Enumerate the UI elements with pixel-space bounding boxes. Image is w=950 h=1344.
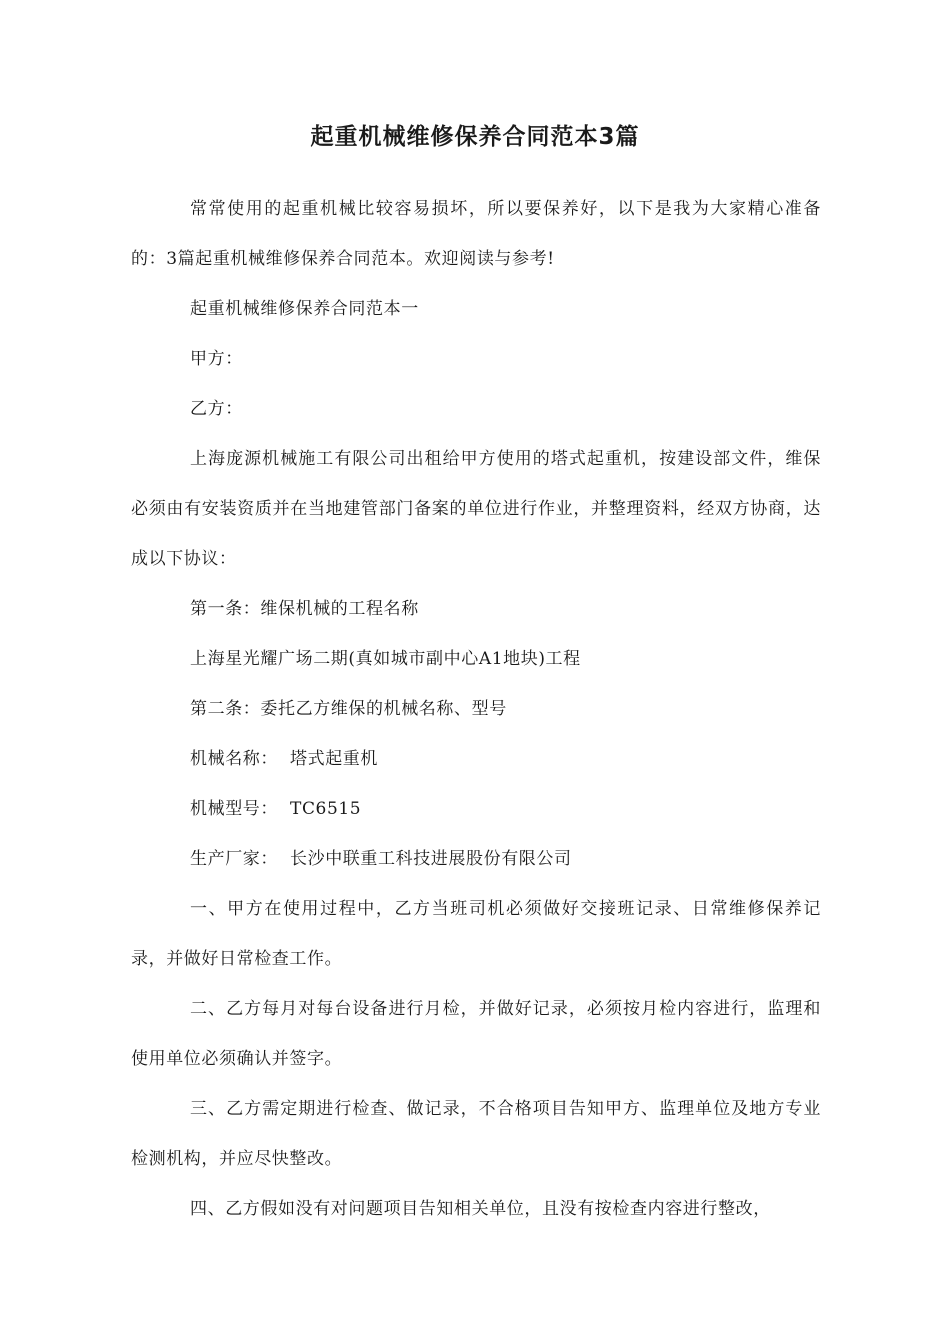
article-2-heading: 第二条：委托乙方维保的机械名称、型号 bbox=[190, 699, 507, 719]
machine-name-line: 机械名称： 塔式起重机 bbox=[190, 749, 379, 769]
preamble-paragraph: 上海庞源机械施工有限公司出租给甲方使用的塔式起重机，按建设部文件，维保必须由有安装资质并在当地建管部门备案的单位进行作业，并整理资料，经双方协商，达成以下协议： bbox=[131, 449, 821, 569]
clause-4-paragraph: 四、乙方假如没有对问题项目告知相关单位，且没有按检查内容进行整改， bbox=[190, 1199, 771, 1219]
clause-1-paragraph: 一、甲方在使用过程中，乙方当班司机必须做好交接班记录、日常维修保养记录，并做好日常检查工作。 bbox=[131, 899, 821, 969]
article-1-heading: 第一条：维保机械的工程名称 bbox=[190, 599, 419, 619]
party-a-label: 甲方： bbox=[190, 349, 243, 369]
article-1-content: 上海星光耀广场二期(真如城市副中心A1地块)工程 bbox=[190, 649, 581, 669]
manufacturer-line: 生产厂家： 长沙中联重工科技进展股份有限公司 bbox=[190, 849, 572, 869]
clause-2-paragraph: 二、乙方每月对每台设备进行月检，并做好记录，必须按月检内容进行，监理和使用单位必须确认并签字。 bbox=[131, 999, 821, 1069]
document-title: 起重机械维修保养合同范本3篇 bbox=[310, 124, 640, 150]
section-title: 起重机械维修保养合同范本一 bbox=[190, 299, 419, 319]
clause-3-paragraph: 三、乙方需定期进行检查、做记录，不合格项目告知甲方、监理单位及地方专业检测机构，并应尽快整改。 bbox=[131, 1099, 821, 1169]
machine-model-line: 机械型号： TC6515 bbox=[190, 799, 362, 819]
party-b-label: 乙方： bbox=[190, 399, 243, 419]
intro-paragraph: 常常使用的起重机械比较容易损坏，所以要保养好，以下是我为大家精心准备的：3篇起重机械维修保养合同范本。欢迎阅读与参考! bbox=[131, 199, 821, 269]
